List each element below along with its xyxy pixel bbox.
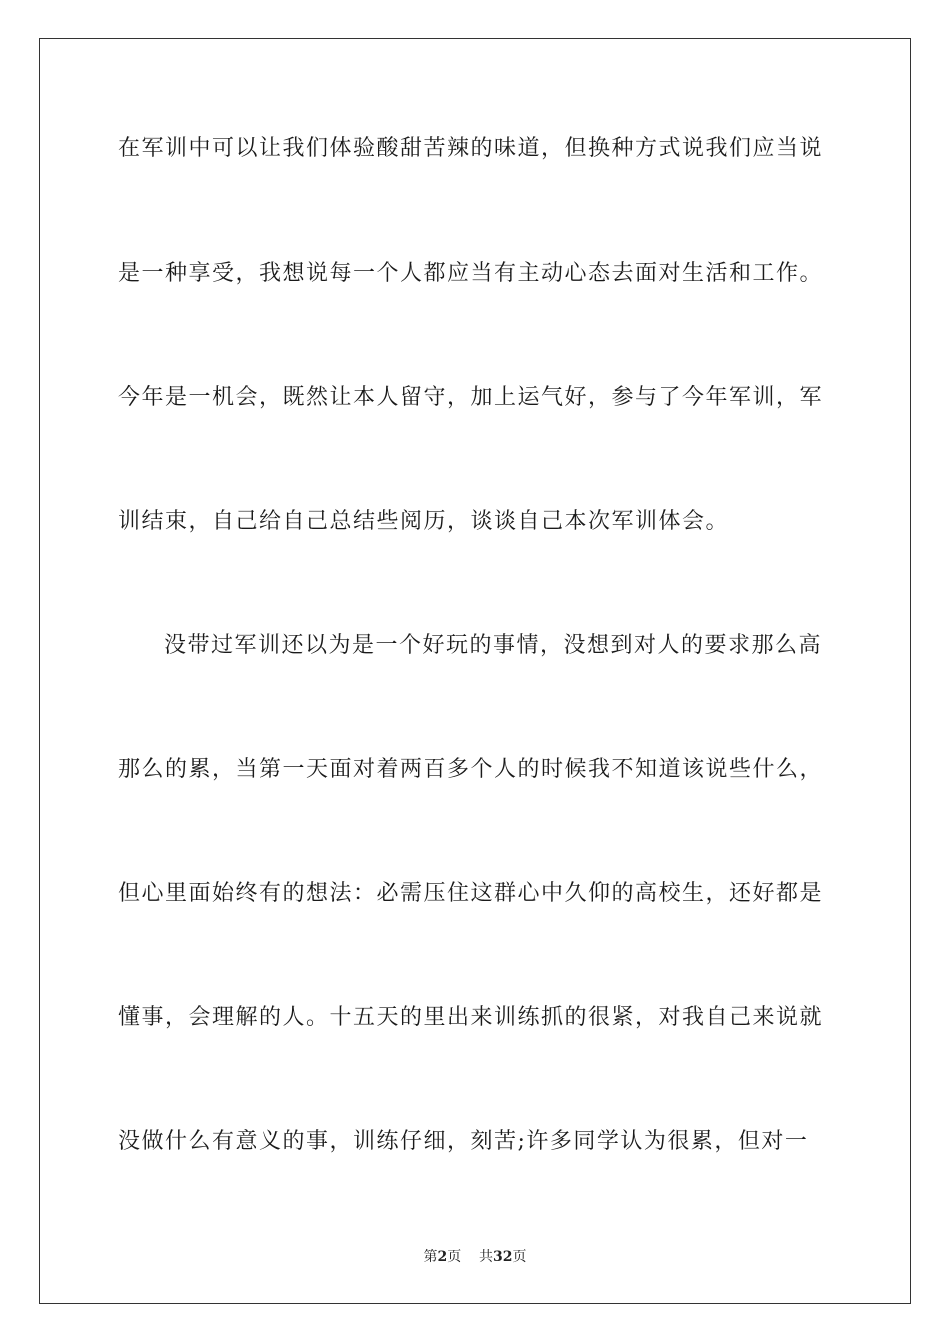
- page-suffix: 页: [447, 1249, 462, 1265]
- text-line-9: 没做什么有意义的事，训练仔细，刻苦;许多同学认为很累，但对一: [118, 1129, 809, 1154]
- page-border: [39, 38, 911, 1304]
- text-line-6: 那么的累，当第一天面对着两百多个人的时候我不知道该说些什么，: [118, 757, 824, 782]
- text-line-3: 今年是一机会，既然让本人留守，加上运气好，参与了今年军训，军: [118, 385, 824, 410]
- total-pages: 32: [493, 1249, 513, 1265]
- page-prefix: 第: [423, 1249, 438, 1265]
- total-suffix: 页: [512, 1249, 527, 1265]
- text-line-5: 没带过军训还以为是一个好玩的事情，没想到对人的要求那么高: [164, 633, 823, 658]
- text-line-8: 懂事，会理解的人。十五天的里出来训练抓的很紧，对我自己来说就: [118, 1005, 824, 1030]
- page-footer: [0, 1246, 950, 1266]
- total-prefix: 共: [479, 1249, 494, 1265]
- text-line-7: 但心里面始终有的想法：必需压住这群心中久仰的高校生，还好都是: [118, 881, 824, 906]
- text-line-2: 是一种享受，我想说每一个人都应当有主动心态去面对生活和工作。: [118, 261, 824, 286]
- page-number: 2: [437, 1249, 448, 1265]
- text-line-1: 在军训中可以让我们体验酸甜苦辣的味道，但换种方式说我们应当说: [118, 136, 824, 161]
- text-line-4: 训结束，自己给自己总结些阅历，谈谈自己本次军训体会。: [118, 509, 730, 534]
